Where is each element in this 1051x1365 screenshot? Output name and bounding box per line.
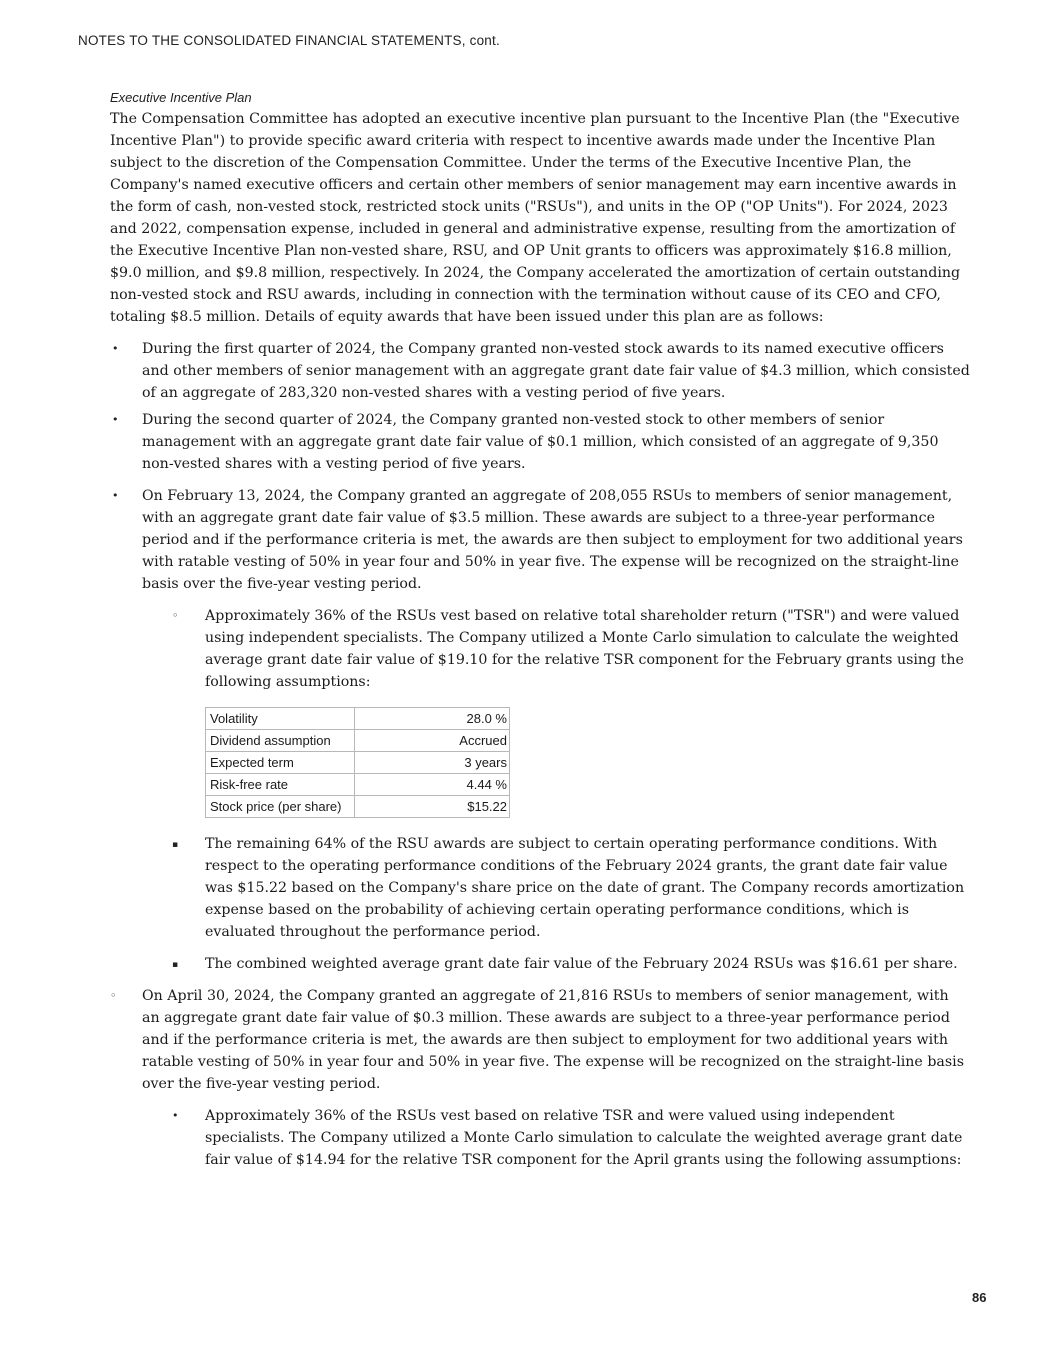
table-cell-label: Volatility bbox=[206, 708, 355, 730]
list-item bbox=[110, 985, 970, 1095]
bullet-marker: • bbox=[112, 489, 119, 502]
bullet-marker: • bbox=[172, 1109, 179, 1122]
sub-list-item bbox=[110, 953, 970, 975]
tsr-text: Approximately 36% of the RSUs vest based on relative total shareholder return ("TSR") and were valued using independent specialists. The Company utilized a Monte Carlo simulation to calculate the weighted average grant date fair value of $19.10 for the relative TSR component for the February grants using the following assumptions: bbox=[205, 608, 964, 690]
table-cell-value: 4.44 % bbox=[355, 774, 510, 796]
table-row bbox=[206, 796, 510, 818]
april-tsr-text: Approximately 36% of the RSUs vest based on relative TSR and were valued using independent specialists. The Company utilized a Monte Carlo simulation to calculate the weighted average grant date fair value of $14.94 for the relative TSR component for the April grants using the following assumptions: bbox=[205, 1108, 963, 1168]
combined-text: The combined weighted average grant date fair value of the February 2024 RSUs was $16.61 per share. bbox=[205, 956, 958, 972]
table-cell-label: Risk-free rate bbox=[206, 774, 355, 796]
bullet-marker: ◦ bbox=[172, 609, 179, 622]
notes-content bbox=[110, 90, 970, 1171]
bullet-marker: ▪ bbox=[172, 960, 179, 970]
table-cell-value: 3 years bbox=[355, 752, 510, 774]
assumptions-table bbox=[205, 707, 510, 818]
table-row bbox=[206, 752, 510, 774]
table-row bbox=[206, 730, 510, 752]
bullet-marker: ◦ bbox=[110, 989, 117, 1002]
table-cell-value: Accrued bbox=[355, 730, 510, 752]
list-item bbox=[110, 338, 970, 404]
sub-list-item bbox=[110, 1105, 970, 1171]
table-row bbox=[206, 708, 510, 730]
table-row bbox=[206, 774, 510, 796]
list-item-text: During the second quarter of 2024, the Company granted non-vested stock to other members of senior management with an aggregate grant date fair value of $0.1 million, which consisted of an aggregate of 9,350 non-vested shares with a vesting period of five years. bbox=[142, 412, 939, 472]
table-cell-value: $15.22 bbox=[355, 796, 510, 818]
table-cell-value: 28.0 % bbox=[355, 708, 510, 730]
bullet-marker: ▪ bbox=[172, 840, 179, 850]
april-text: On April 30, 2024, the Company granted an aggregate of 21,816 RSUs to members of senior management, with an aggregate grant date fair value of $0.3 million. These awards are subject to a three-year performance period and if the performance criteria is met, the awards are then subject to employment for two additional years with ratable vesting of 50% in year four and 50% in year five. The expense will be recognized on the straight-line basis over the five-year vesting period. bbox=[142, 988, 964, 1092]
intro-paragraph: The Compensation Committee has adopted an executive incentive plan pursuant to the Incentive Plan (the "Executive Incentive Plan") to provide specific award criteria with respect to incentive awards made under the Incentive Plan subject to the discretion of the Compensation Committee. Under the terms of the Executive Incentive Plan, the Company's named executive officers and certain other members of senior management may earn incentive awards in the form of cash, non-vested stock, restricted stock units ("RSUs"), and units in the OP ("OP Units"). For 2024, 2023 and 2022, compensation expense, included in general and administrative expense, resulting from the amortization of the Executive Incentive Plan non-vested share, RSU, and OP Unit grants to officers was approximately $16.8 million, $9.0 million, and $9.8 million, respectively. In 2024, the Company accelerated the amortization of certain outstanding non-vested stock and RSU awards, including in connection with the termination without cause of its CEO and CFO, totaling $8.5 million. Details of equity awards that have been issued under this plan are as follows: bbox=[110, 111, 961, 325]
list-item-text: During the first quarter of 2024, the Company granted non-vested stock awards to its named executive officers and other members of senior management with an aggregate grant date fair value of $4.3 million, which consisted of an aggregate of 283,320 non-vested shares with a vesting period of five years. bbox=[142, 341, 970, 401]
sub-list-item bbox=[110, 605, 970, 693]
list-item bbox=[110, 409, 970, 475]
sub-list-item bbox=[110, 833, 970, 943]
section-title: Executive Incentive Plan bbox=[110, 90, 252, 105]
table-cell-label: Stock price (per share) bbox=[206, 796, 355, 818]
table-cell-label: Dividend assumption bbox=[206, 730, 355, 752]
page-number: 86 bbox=[972, 1290, 987, 1305]
running-head: NOTES TO THE CONSOLIDATED FINANCIAL STATEMENTS, cont. bbox=[78, 33, 500, 48]
list-item-text: On February 13, 2024, the Company granted an aggregate of 208,055 RSUs to members of senior management, with an aggregate grant date fair value of $3.5 million. These awards are subject to a three-year performance period and if the performance criteria is met, the awards are then subject to employment for two additional years with ratable vesting of 50% in year four and 50% in year five. The expense will be recognized on the straight-line basis over the five-year vesting period. bbox=[142, 488, 963, 592]
list-item bbox=[110, 485, 970, 595]
bullet-marker: • bbox=[112, 342, 119, 355]
operating-text: The remaining 64% of the RSU awards are subject to certain operating performance conditions. With respect to the operating performance conditions of the February 2024 grants, the grant date fair value was $15.22 based on the Company's share price on the date of grant. The Company records amortization expense based on the probability of achieving certain operating performance conditions, which is evaluated throughout the performance period. bbox=[205, 836, 965, 940]
table-cell-label: Expected term bbox=[206, 752, 355, 774]
bullet-marker: • bbox=[112, 413, 119, 426]
